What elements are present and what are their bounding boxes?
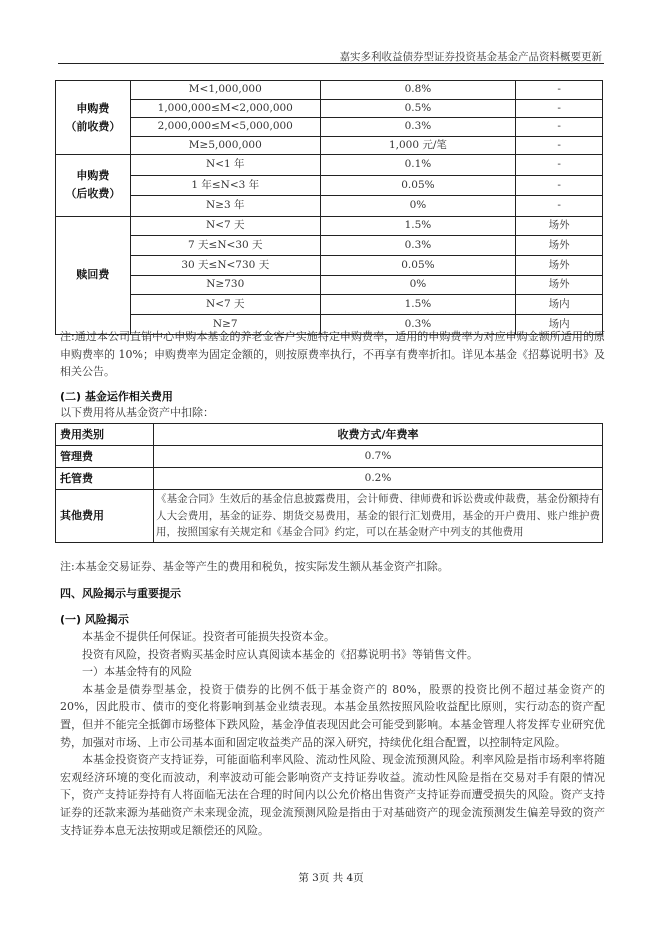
rate-cell: 0.8% [320,81,516,100]
condition-cell: N≥3 年 [130,196,320,217]
table-row [56,136,603,155]
condition-cell: M≥5,000,000 [130,136,320,155]
fee-group-label-line: （后收费） [65,187,121,201]
venue-cell: 场内 [516,295,603,315]
table-row [56,175,603,196]
condition-cell: N<1 年 [130,155,320,176]
rate-cell: 0.3% [320,314,516,334]
table-row [56,275,603,295]
table-row [56,99,603,118]
venue-cell: 场外 [516,275,603,295]
condition-cell: N≥7 [130,314,320,334]
section-2-note: 注:本基金交易证券、基金等产生的费用和税负，按实际发生额从基金资产扣除。 [60,560,449,573]
risk-paragraphs [60,628,605,839]
paragraph: 投资有风险，投资者购买基金时应认真阅读本基金的《招募说明书》等销售文件。 [82,647,478,661]
venue-cell: - [516,175,603,196]
operating-fee-table [55,423,603,543]
rate-cell: 1.5% [320,295,516,315]
rate-cell: 0.5% [320,99,516,118]
rate-cell: 0.3% [320,118,516,137]
paragraph: 本基金不提供任何保证。投资者可能损失投资本金。 [82,630,335,643]
condition-cell: N<7 天 [130,295,320,315]
header-cell: 费用类别 [56,424,154,446]
table-row [56,216,603,236]
section-4-title: 四、风险揭示与重要提示 [60,587,181,600]
venue-cell: - [516,118,603,137]
venue-cell: 场外 [516,255,603,275]
fee-table [55,80,603,335]
rate-cell: 0.05% [320,255,516,275]
paragraph: 本基金是债券型基金，投资于债券的比例不低于基金资产的 80%，股票的投资比例不超过基金资产的 20%，因此股市、债市的变化将影响到基金业绩表现。本基金虽然按照风险收益配比原则，实行动态的资产配置，但并不能完全抵御市场整体下跌风险，基金净值表现因此会可能受到影响。本基金管理人将发挥专业研究优势，加强对市场、上市公司基本面和固定收益类产品的深入研究，持续优化组合配置，以控制特定风险。 [60,682,605,749]
venue-cell: - [516,196,603,217]
paragraph: 本基金投资资产支持证券，可能面临利率风险、流动性风险、现金流预测风险。利率风险是指市场利率将随宏观经济环境的变化而波动，利率波动可能会影响资产支持证券收益。流动性风险是指在交易对手有限的情况下，资产支持证券持有人将面临无法在合理的时间内以公允价格出售资产支持证券而遭受损失的风险。资产支持证券的还款来源为基础资产未来现金流，现金流预测风险是指由于对基础资产的现金流预测发生偏差导致的资产支持证券本息无法按期或足额偿还的风险。 [60,753,605,837]
rate-cell: 0.3% [320,236,516,256]
condition-cell: 30 天≤N<730 天 [130,255,320,275]
rate-cell: 1,000 元/笔 [320,136,516,155]
condition-cell: N≥730 [130,275,320,295]
page-header: 嘉实多利收益债券型证券投资基金基金产品资料概要更新 [339,51,602,63]
fee-note: 注:通过本公司直销中心申购本基金的养老金客户实施特定申购费率，适用的申购费率为对应申购金额所适用的原申购费率的 10%；申购费率为固定金额的，则按原费率执行，不再享有费率折扣。详见本基金《招募说明书》及相关公告。 [60,330,605,379]
table-row [56,155,603,176]
condition-cell: 1,000,000≤M<2,000,000 [130,99,320,118]
fee-group-label [56,155,131,217]
fee-rate: 0.7% [154,446,603,468]
rate-cell: 0.1% [320,155,516,176]
section-2-intro: 以下费用将从基金资产中扣除： [60,406,214,419]
rate-cell: 0% [320,275,516,295]
fee-type: 托管费 [56,468,154,490]
section-2-title: (二) 基金运作相关费用 [60,390,173,403]
table-row [56,468,603,490]
fee-group-label-line: 赎回费 [76,268,110,282]
table-row [56,236,603,256]
condition-cell: M<1,000,000 [130,81,320,100]
table-row [56,196,603,217]
venue-cell: 场外 [516,216,603,236]
venue-cell: - [516,81,603,100]
venue-cell: 场外 [516,236,603,256]
fee-type: 其他费用 [56,490,154,543]
condition-cell: 7 天≤N<30 天 [130,236,320,256]
fee-group-label-line: 申购费 [76,101,110,115]
table-row [56,81,603,100]
header-divider [58,63,604,64]
venue-cell: - [516,155,603,176]
condition-cell: N<7 天 [130,216,320,236]
condition-cell: 1 年≤N<3 年 [130,175,320,196]
fee-rate: 0.2% [154,468,603,490]
page-number: 第 3页 共 4页 [298,872,364,884]
fee-group-label-line: 申购费 [76,169,110,183]
section-4-subtitle: (一) 风险揭示 [60,613,129,626]
header-cell: 收费方式/年费率 [154,424,603,446]
fee-group-label [56,216,131,334]
table-row [56,295,603,315]
paragraph: 一）本基金特有的风险 [82,665,192,679]
fee-group-label [56,81,131,155]
fee-type: 管理费 [56,446,154,468]
fee-rate: 《基金合同》生效后的基金信息披露费用，会计师费、律师费和诉讼费或仲裁费，基金份额持有人大会费用，基金的证券、期货交易费用，基金的银行汇划费用，基金的开户费用、账户维护费用，按照国家有关规定和《基金合同》约定，可以在基金财产中列支的其他费用 [154,490,603,543]
venue-cell: - [516,136,603,155]
venue-cell: 场内 [516,314,603,334]
table-row [56,118,603,137]
fee-group-label-line: （前收费） [65,119,121,133]
table-row [56,490,603,543]
rate-cell: 0% [320,196,516,217]
condition-cell: 2,000,000≤M<5,000,000 [130,118,320,137]
rate-cell: 0.05% [320,175,516,196]
table-header-row [56,424,603,446]
table-row [56,446,603,468]
rate-cell: 1.5% [320,216,516,236]
table-row [56,255,603,275]
venue-cell: - [516,99,603,118]
